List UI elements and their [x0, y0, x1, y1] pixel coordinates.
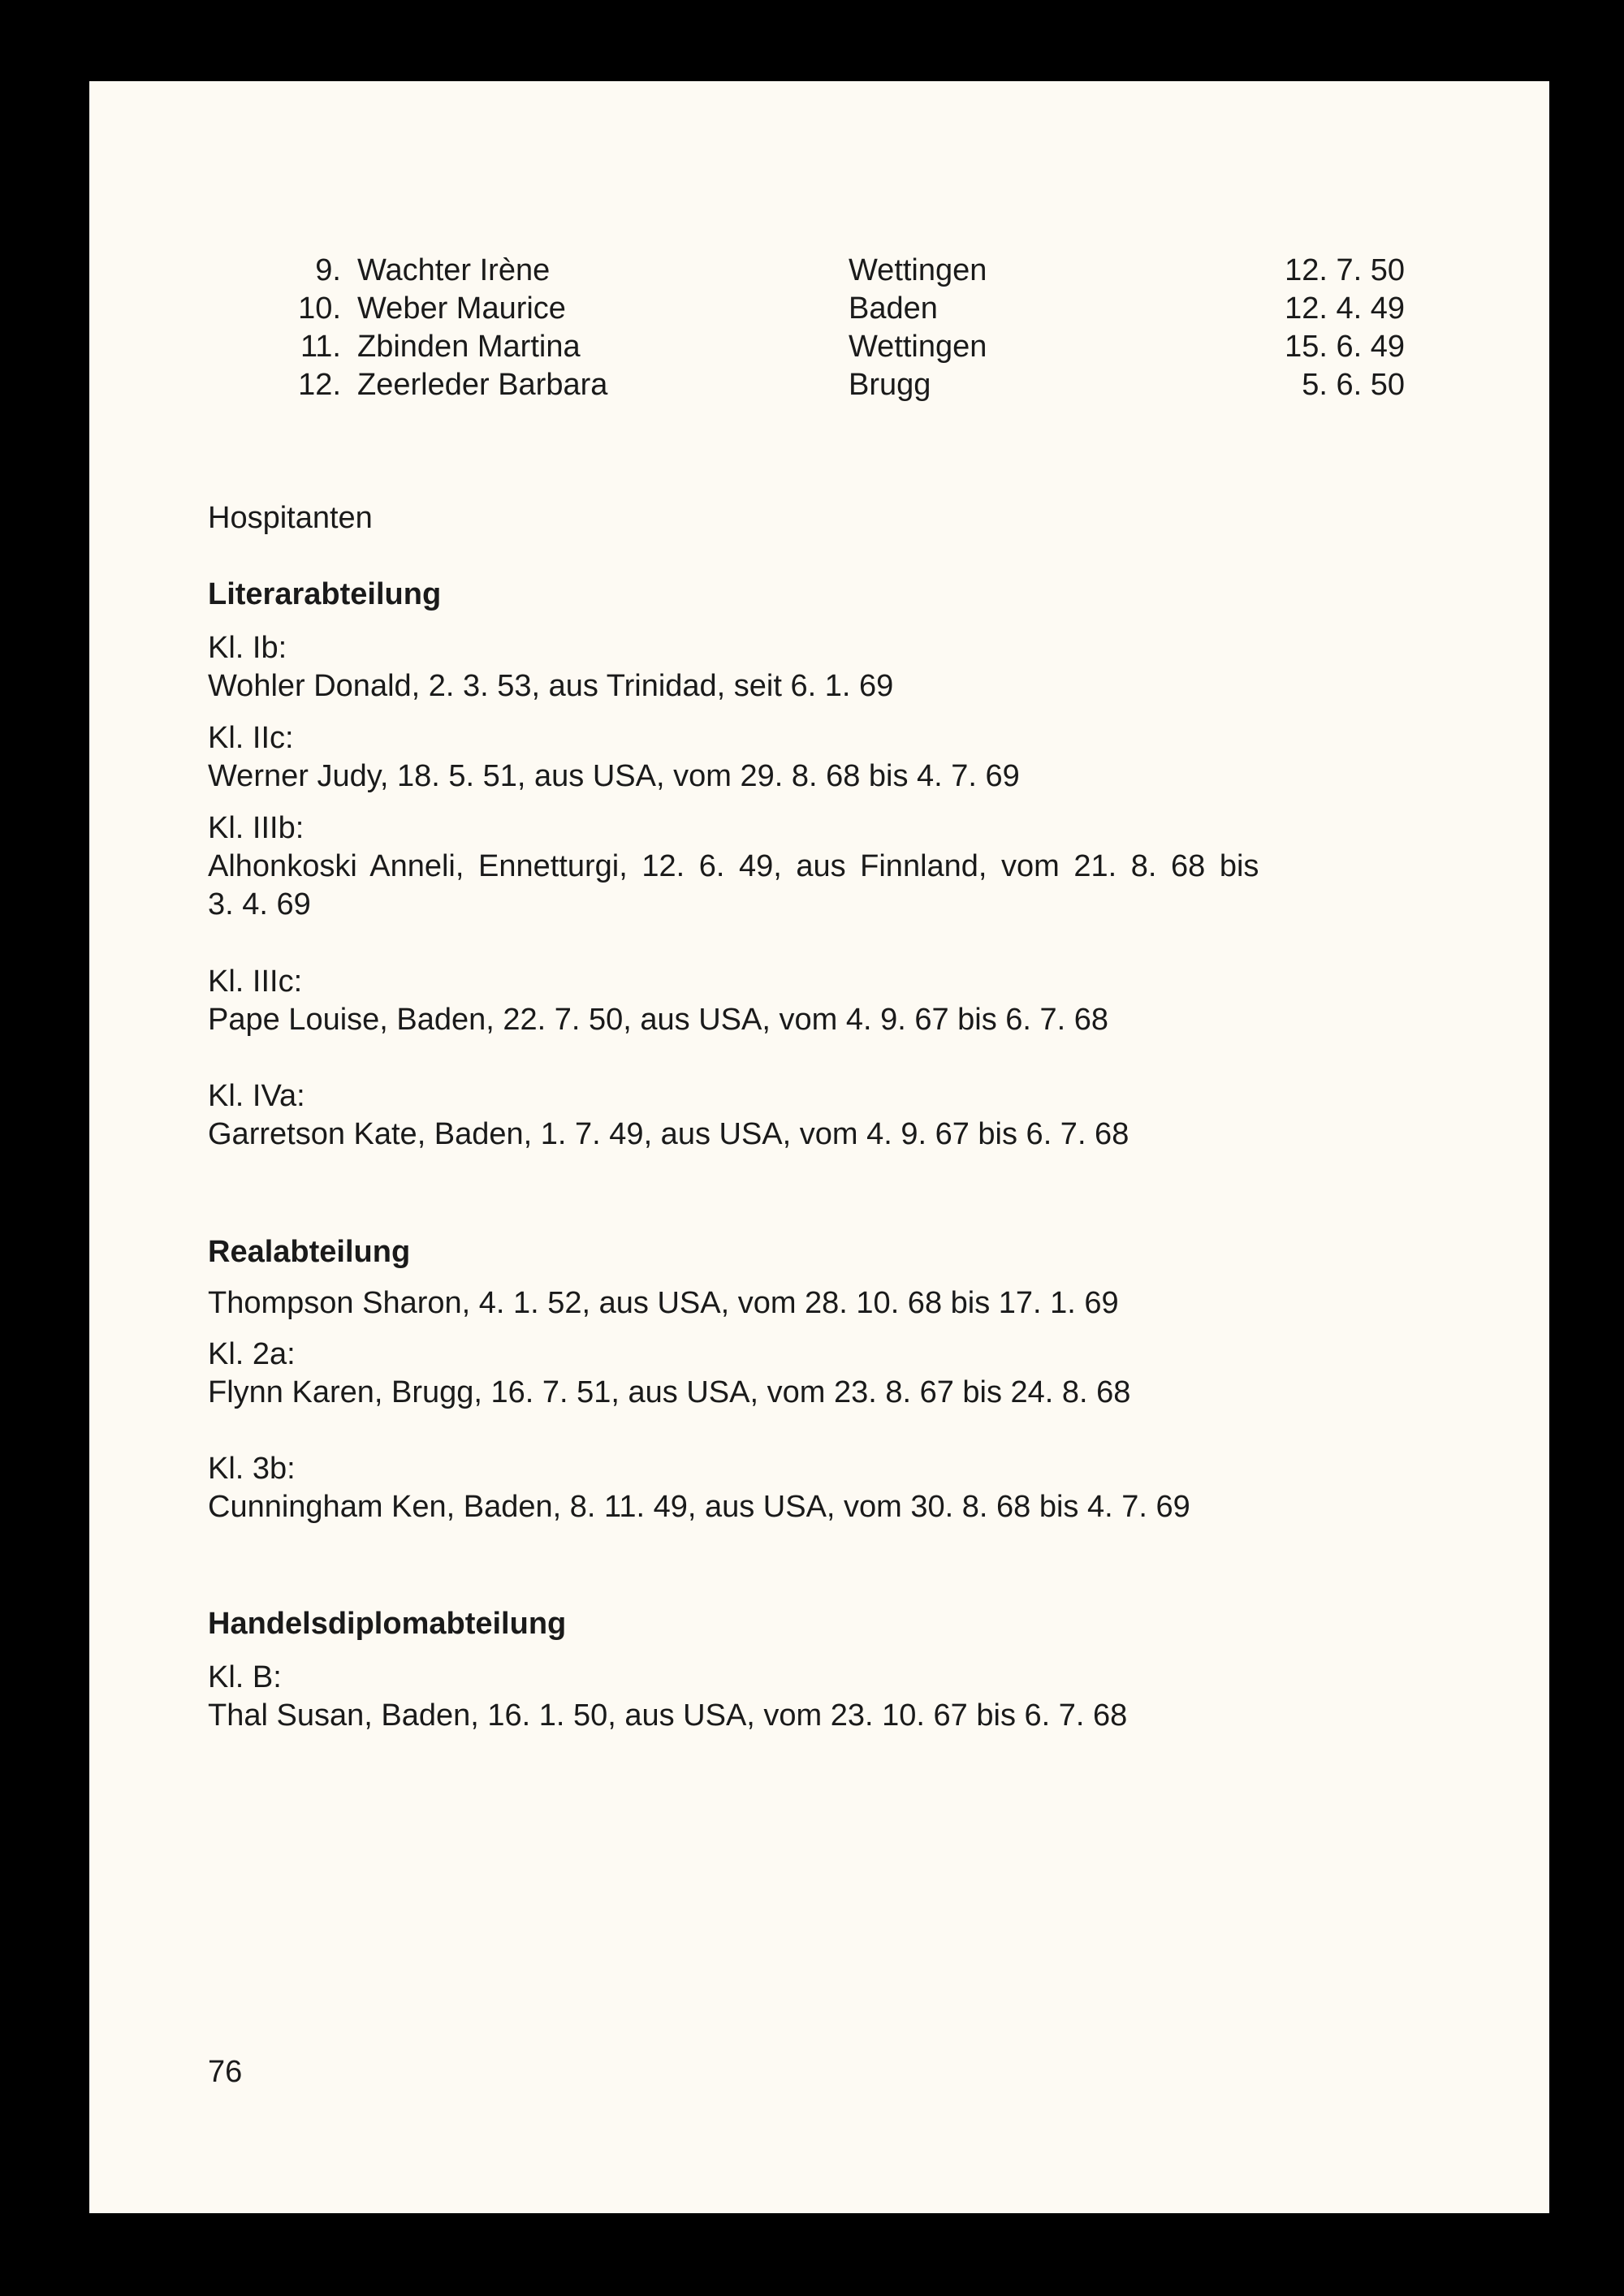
- student-name: Weber Maurice: [357, 291, 566, 326]
- class-label: Kl. Ib:: [208, 631, 287, 665]
- guest-entry: Werner Judy, 18. 5. 51, aus USA, vom 29. 8. 68 bis 4. 7. 69: [208, 759, 1020, 793]
- student-date: 12. 7. 50: [1285, 253, 1405, 287]
- student-date: 15. 6. 49: [1285, 330, 1405, 364]
- guest-entry: Pape Louise, Baden, 22. 7. 50, aus USA, vom 4. 9. 67 bis 6. 7. 68: [208, 1003, 1109, 1037]
- department-heading: Handelsdiplomabteilung: [208, 1607, 567, 1641]
- class-label: Kl. IIIb:: [208, 811, 304, 845]
- guest-entry: Thal Susan, Baden, 16. 1. 50, aus USA, vom 23. 10. 67 bis 6. 7. 68: [208, 1698, 1128, 1733]
- class-label: Kl. IIIc:: [208, 965, 303, 999]
- guest-entry: Garretson Kate, Baden, 1. 7. 49, aus USA, vom 4. 9. 67 bis 6. 7. 68: [208, 1117, 1129, 1151]
- student-place: Wettingen: [849, 330, 987, 364]
- student-number: 10.: [298, 291, 341, 326]
- class-label: Kl. B:: [208, 1660, 282, 1694]
- student-place: Wettingen: [849, 253, 987, 287]
- department-heading: Literarabteilung: [208, 577, 442, 611]
- section-title: Hospitanten: [208, 501, 373, 535]
- guest-entry: Alhonkoski Anneli, Ennetturgi, 12. 6. 49, aus Finnland, vom 21. 8. 68 bis: [208, 849, 1259, 883]
- student-place: Brugg: [849, 368, 931, 402]
- class-label: Kl. IIc:: [208, 721, 294, 755]
- student-name: Wachter Irène: [357, 253, 551, 287]
- document-page: [89, 81, 1549, 2213]
- guest-entry: Cunningham Ken, Baden, 8. 11. 49, aus USA, vom 30. 8. 68 bis 4. 7. 69: [208, 1490, 1190, 1524]
- student-number: 9.: [315, 253, 341, 287]
- student-date: 5. 6. 50: [1302, 368, 1405, 402]
- department-heading: Realabteilung: [208, 1235, 411, 1269]
- guest-entry-continued: 3. 4. 69: [208, 887, 311, 921]
- guest-entry: Thompson Sharon, 4. 1. 52, aus USA, vom 28. 10. 68 bis 17. 1. 69: [208, 1286, 1119, 1320]
- guest-entry: Wohler Donald, 2. 3. 53, aus Trinidad, seit 6. 1. 69: [208, 669, 894, 703]
- class-label: Kl. 3b:: [208, 1452, 296, 1486]
- student-place: Baden: [849, 291, 938, 326]
- student-number: 11.: [300, 330, 341, 364]
- student-name: Zeerleder Barbara: [357, 368, 608, 402]
- class-label: Kl. IVa:: [208, 1079, 305, 1113]
- class-label: Kl. 2a:: [208, 1337, 296, 1371]
- student-date: 12. 4. 49: [1285, 291, 1405, 326]
- student-name: Zbinden Martina: [357, 330, 581, 364]
- page-number: 76: [208, 2055, 243, 2089]
- guest-entry: Flynn Karen, Brugg, 16. 7. 51, aus USA, vom 23. 8. 67 bis 24. 8. 68: [208, 1375, 1131, 1409]
- student-number: 12.: [298, 368, 341, 402]
